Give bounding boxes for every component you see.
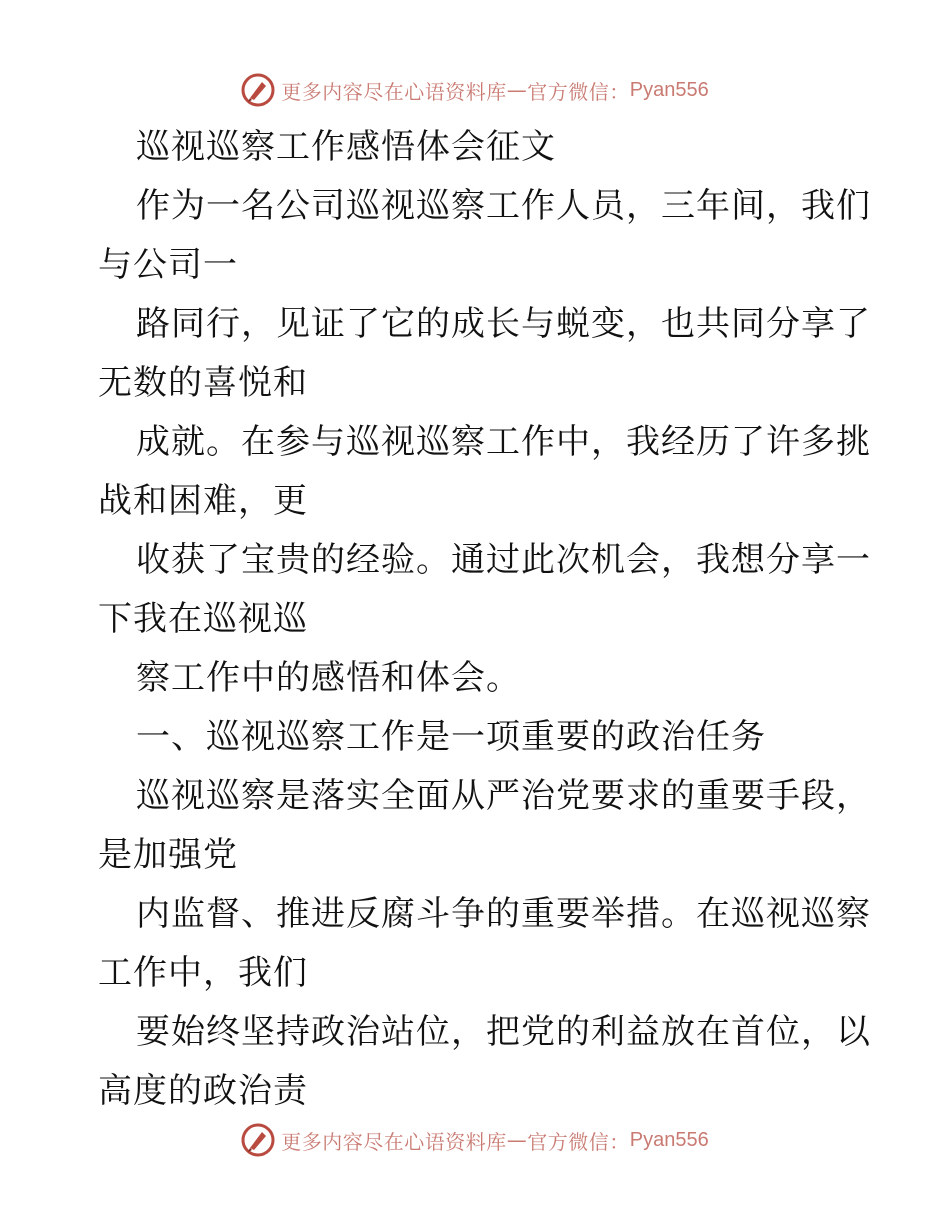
footer-wechat-label: 官方微信： — [527, 1129, 630, 1154]
text-line: 下我在巡视巡 — [98, 599, 308, 639]
text-line: 察工作中的感悟和体会。 — [136, 658, 521, 698]
header-banner — [0, 70, 950, 110]
text-line: 高度的政治责 — [98, 1071, 308, 1111]
text-line: 成就。在参与巡视巡察工作中，我经历了许多挑 — [136, 422, 871, 462]
text-line: 内监督、推进反腐斗争的重要举措。在巡视巡察 — [136, 894, 871, 934]
section-heading: 一、巡视巡察工作是一项重要的政治任务 — [136, 717, 766, 757]
text-line: 战和困难，更 — [98, 481, 308, 521]
pen-nib-logo-icon — [241, 1123, 275, 1157]
footer-wechat-id: Pyan556 — [629, 1128, 709, 1151]
header-brand-text: 更多内容尽在心语资料库 — [281, 79, 507, 104]
text-line: 收获了宝贵的经验。通过此次机会，我想分享一 — [136, 540, 871, 580]
header-dash: — — [506, 78, 528, 102]
text-line: 路同行，见证了它的成长与蜕变，也共同分享了 — [136, 304, 871, 344]
text-line: 工作中，我们 — [98, 953, 308, 993]
pen-nib-logo-icon — [241, 73, 275, 107]
text-line: 与公司一 — [98, 245, 238, 285]
header-wechat-id: Pyan556 — [629, 78, 709, 101]
header-wechat-label: 官方微信： — [527, 79, 630, 104]
text-line: 巡视巡察是落实全面从严治党要求的重要手段， — [136, 776, 871, 816]
text-line: 是加强党 — [98, 835, 238, 875]
document-title: 巡视巡察工作感悟体会征文 — [136, 127, 556, 167]
footer-dash: — — [506, 1128, 528, 1152]
document-body — [98, 118, 871, 1121]
footer-banner — [0, 1120, 950, 1160]
footer-brand-text: 更多内容尽在心语资料库 — [281, 1129, 507, 1154]
text-line: 无数的喜悦和 — [98, 363, 308, 403]
text-line: 作为一名公司巡视巡察工作人员，三年间，我们 — [136, 186, 871, 226]
text-line: 要始终坚持政治站位，把党的利益放在首位，以 — [136, 1012, 871, 1052]
